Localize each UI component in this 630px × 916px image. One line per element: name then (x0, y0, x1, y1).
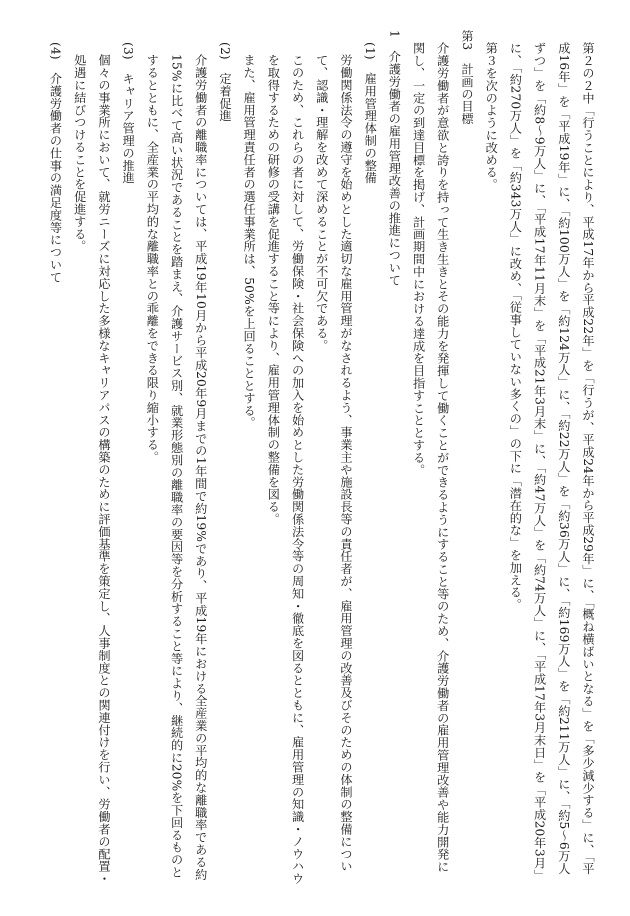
item-heading-2: (2) 定着促進 (217, 42, 232, 122)
item-heading-4: (4) 介護労働者の仕事の満足度等について (48, 42, 63, 284)
item-body-1c: また、雇用管理責任者の選任事業所は、50%を上回ることとする。 (242, 54, 257, 429)
amendment-paragraph: 第２の２中「行うことにより、平成17年から平成22年」を「行うが、平成24年から平成29年」に、「概ね横ばいとなる」を「多少減少する」に、「平成16年」を「平成19年」に、「約100万人」を「約124万人」に、「約22万人」を「約36万人」に、「約169万人」を「約211万人」に、「約5～6万人ずつ」を「約8～9万人」に、「平成17年11月末」を「平成21年3月末」に、「約47万人」を「約74万人」に、「平成17年3月末日」を「平成20年3月」に、「約270万人」を「約343万人」に改め、「従事していない多くの」の下に「潜在的な」を加える。 (508, 42, 595, 882)
item-body-1a: 労働関係法令の遵守を始めとした適切な雇用管理がなされるよう、事業主や施設長等の責任者が、雇用管理の改善及びそのための体制の整備について、認識・理解を改めて深めることが不可欠である。 (314, 54, 353, 873)
item-body-1b: このため、これらの者に対して、労働保険・社会保険への加入を始めとした労働関係法令等の周知・徹底を図るとともに、雇用管理の知識・ノウハウを取得するための研修の受講を促進すること等により、雇用管理体制の整備を図る。 (266, 54, 305, 885)
section-heading: 第3 計画の目標 (459, 30, 474, 125)
amendment-instruction: 第３を次のように改める。 (484, 42, 499, 191)
subsection-heading-1: 1 介護労働者の雇用管理改善の推進について (387, 30, 402, 286)
vertical-text-body (25, 30, 600, 885)
section-intro: 介護労働者が意欲と誇りを持って生き生きとその能力を発揮して働くことができるようにすること等のため、介護労働者の雇用管理改善や能力開発に関し、一定の到達目標を掲げ、計画期間中における達成を目指すこととする。 (411, 42, 450, 873)
item-heading-3: (3) キャリア管理の推進 (121, 42, 136, 184)
item-body-2: 介護労働者の離職率については、平成19年10月から平成20年9月までの1年間で約19%であり、平成19年における全産業の平均的な離職率である約15%に比べて高い状況であることを踏まえ、介護サービス別、就業形態別の離職率の要因等を分析すること等により、継続的に20%を下回るものとするとともに、全産業の平均的な離職率との乖離をできる限り縮小する。 (145, 54, 208, 881)
item-body-3: 個々の事業所において、就労ニーズに対応した多様なキャリアパスの構築のために評価基準を策定し、人事制度との関連付けを行い、労働者の配置・処遇に結びつけることを促進する。 (72, 54, 111, 885)
item-heading-1: (1) 雇用管理体制の整備 (363, 42, 378, 184)
